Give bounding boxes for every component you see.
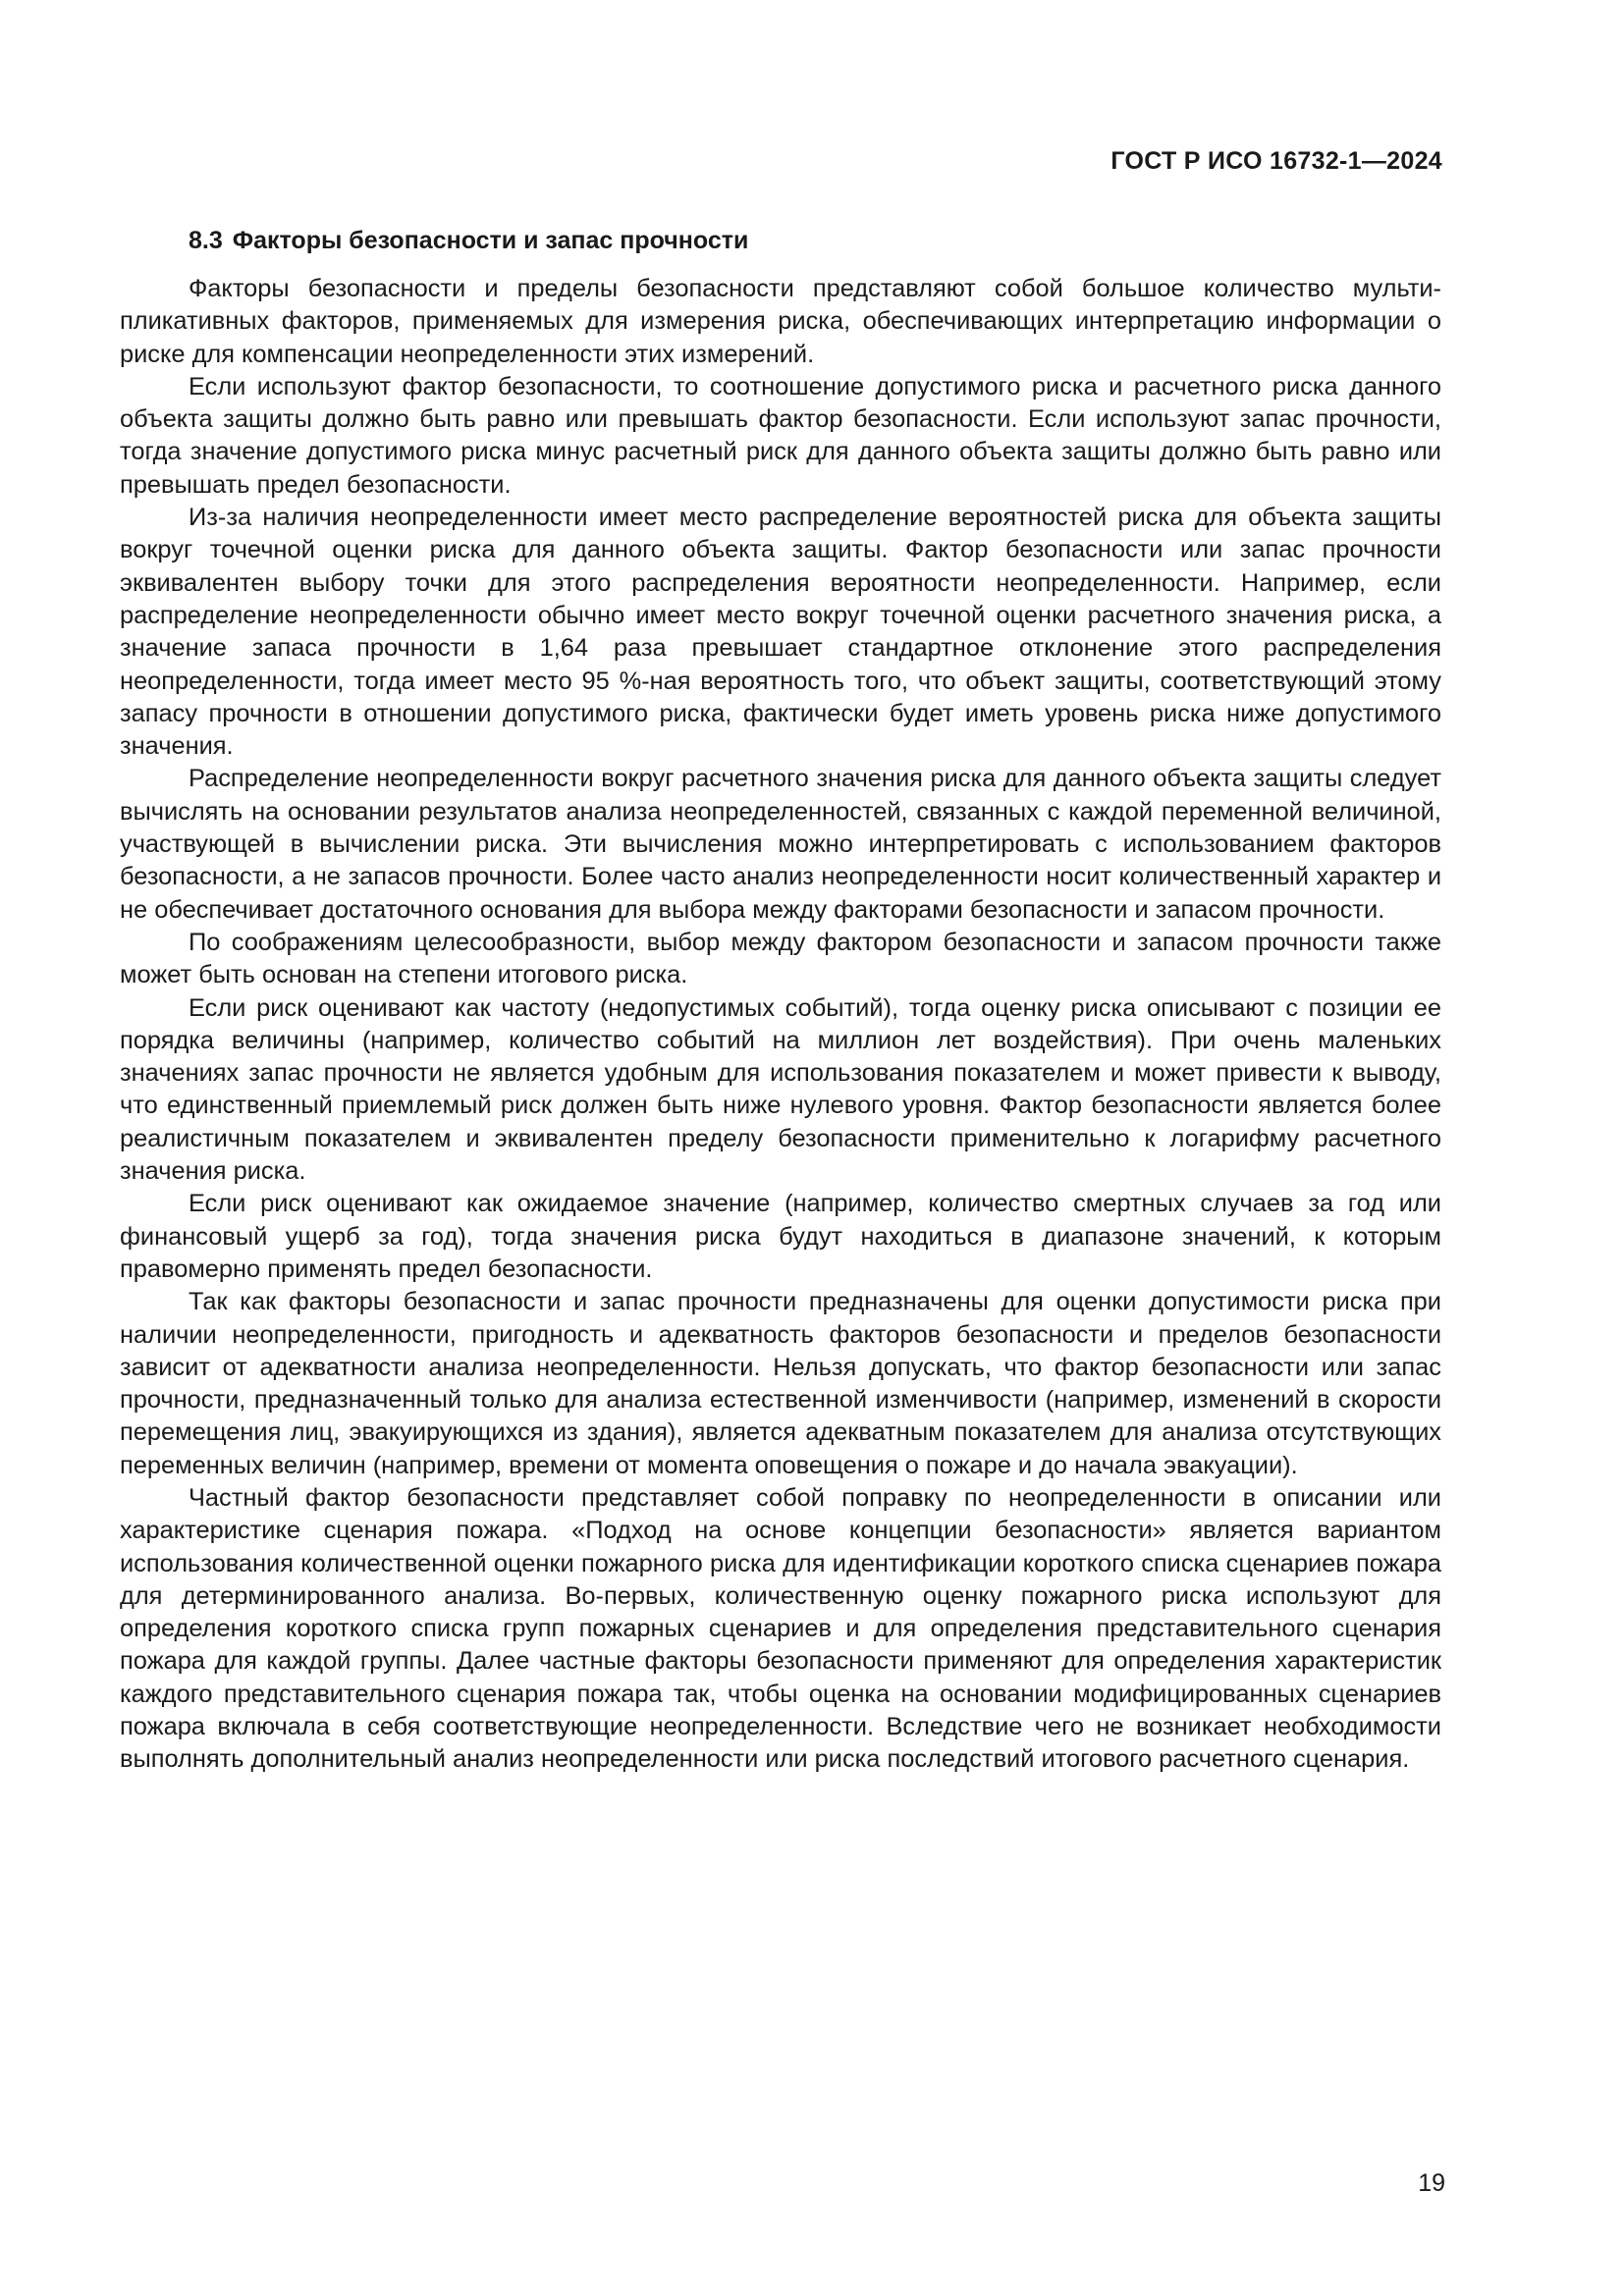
document-body <box>120 221 1441 1777</box>
paragraph: По соображениям целесообразности, выбор между фактором безопасности и запасом прочности также может быть основан на степени итогового риска. <box>120 928 1441 989</box>
paragraph: Факторы безопасности и пределы безопасности представляют собой большое количество мультипликативных факторов, применяемых для измерения риска, обеспечивающих интерпретацию информации о риске для компенсации неопределенности этих измерений. <box>120 275 1441 368</box>
paragraph: Распределение неопределенности вокруг расчетного значения риска для данного объекта защиты следует вычислять на основании результатов анализа неопределенностей, связанных с каждой переменной величиной, участвующей в вычислении риска. Эти вычисления можно интерпретировать с использованием факторов безопасности, а не запасов прочности. Более часто анализ неопределенности носит количественный характер и не обеспечивает достаточного основания для выбора между факторами безопасности и запасом прочности. <box>120 765 1441 924</box>
paragraph: Из-за наличия неопределенности имеет место распределение вероятностей риска для объекта защиты вокруг точечной оценки риска для данного объекта защиты. Фактор безопасности или запас прочности эквивалентен выбору точки для этого распределения вероятности неопределенности. Например, если распределение неопределенности обычно имеет место вокруг точечной оценки расчетного значения риска, а значение запаса прочности в 1,64 раза превышает стандартное отклонение этого распределения неопределенности, тогда имеет место 95 %-ная вероятность того, что объект защиты, соответствующий этому запасу прочности в отношении допустимого риска, фактически будет иметь уровень риска ниже допустимого значения. <box>120 504 1441 761</box>
document-header: ГОСТ Р ИСО 16732-1—2024 <box>1110 147 1442 175</box>
paragraph: Если риск оценивают как частоту (недопустимых событий), тогда оценку риска описывают с позиции ее порядка величины (например, количество событий на миллион лет воздействия). При очень маленьких значениях запас прочности не является удобным для использования показателем и может привести к выводу, что единственный приемлемый риск должен быть ниже нулевого уровня. Фактор безопасности является более реалистичным показателем и эквивалентен пределу безопасности применительно к логарифму расчетного значения риска. <box>120 993 1441 1186</box>
paragraph: Так как факторы безопасности и запас прочности предназначены для оценки допустимости риска при наличии неопределенности, пригодность и адекватность факторов безопасности и пределов безопасности зависит от адекватности анализа неопределенности. Нельзя допускать, что фактор безопасности или запас прочности, предназначенный только для анализа естественной изменчивости (например, изменений в скорости перемещения лиц, эвакуирующихся из здания), является адекватным показателем для анализа отсутствующих переменных величин (например, времени от момента оповещения о пожаре и до начала эвакуации). <box>120 1288 1441 1479</box>
paragraph: Частный фактор безопасности представляет собой поправку по неопределенности в описании или характеристике сценария пожара. «Подход на основе концепции безопасности» является вариантом использования количественной оценки пожарного риска для идентификации короткого списка сценариев пожара для детерминированного анализа. Во-первых, количественную оценку пожарного риска используют для определения короткого списка групп пожарных сценариев и для определения представительного сценария пожара для каждой группы. Далее частные факторы безопасности применяют для определения характеристик каждого представительного сценария пожара так, чтобы оценка на основании модифицированных сценариев пожара включала в себя соответствующие неопределенности. Вследствие чего не возникает необходимости выполнять дополнительный анализ неопределенности или риска последствий итогового расчетного сценария. <box>120 1483 1441 1774</box>
section-heading <box>189 221 1441 260</box>
paragraph: Если риск оценивают как ожидаемое значение (например, количество смертных случаев за год или финансовый ущерб за год), тогда значения риска будут находиться в диапазоне значений, к которым правомерно применять предел безопасности. <box>120 1190 1441 1283</box>
section-number: 8.3 <box>189 227 223 254</box>
paragraph: Если используют фактор безопасности, то соотношение допустимого риска и расчетного риска данного объекта защиты должно быть равно или превышать фактор безопасности. Если используют запас прочности, тогда значение допустимого риска минус расчетный риск для данного объекта защиты должно быть равно или превышать предел безопасности. <box>120 372 1441 499</box>
page-number: 19 <box>1418 2169 1445 2197</box>
section-title: Факторы безопасности и запас прочности <box>232 227 749 254</box>
